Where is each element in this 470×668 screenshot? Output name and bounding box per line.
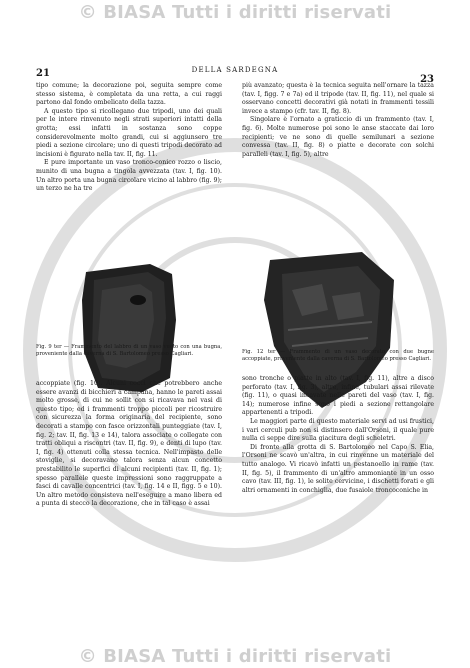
book-page xyxy=(36,62,434,622)
column-right-bottom xyxy=(242,375,434,495)
paragraph: Le maggiori parte di questo materiale servi ad usi frustici, i vari cerculi pub non si distinsero dall'Orsoni, il quale pure nulla ci seppe dire sulla giacitura degli scheletri. xyxy=(242,417,434,443)
page-number-right: 23 xyxy=(420,74,434,85)
paragraph: A questo tipo si ricollegano due tripodi, uno dei quali per le intere rinvenuto negli strati superiori intatti della grotta; essi infatti in sostanza sono coppe considerevolmente molto grandi, cui si aggiunsero tre piedi a sezione circolare; uno di questi tripodi decorato ad incisioni è figurato nella tav. II, fig. 11. xyxy=(36,107,222,158)
column-left-top xyxy=(36,82,222,194)
figure-caption-left: Fig. 9 ter — Frammento del labbro di un vaso vuoto con una bugna, proveniente dalla caverna di S. Bartolomeo presso Cagliari. xyxy=(36,344,222,357)
watermark-top-banner: © BIASA Tutti i diritti riservati xyxy=(78,1,392,23)
paragraph: Singolare è l'ornato a graticcio di un frammento (tav. I, fig. 6). Molte numerose poi sono le anse staccate dai loro recipienti; ve ne sono di quelle semilunari a sezione convessa (tav. II, fig. 8) o piatte e decorate con solchi paralleli (tav. I, fig. 5), altre xyxy=(242,116,434,158)
paragraph: più avanzato; questa è la tecnica seguita nell'ornare la tazza (tav. I, figg. 7 e 7a) ed il tripode (tav. II, fig. 11), nel quale si osservano concetti decorativi già notati in frammenti tessili invece a stampo (cfr. tav. II, fig. 8). xyxy=(242,82,434,115)
page-number-left: 21 xyxy=(36,68,50,79)
paragraph: Di fronte alla grotta di S. Bartolomeo nel Capo S. Elia, l'Orsoni ne scavò un'altra, in cui rinvenne un materiale del tutto analogo. Vi ricavò infatti un pestanoello in rame (tav. II, fig. 5), il frammento di un'altro ammoniante in un osso cavo (tav. III, fig. 1), le solite cervicine, i dischetti forati e gli altri ornamenti in conchiglia, due fusaiole troncoconiche in xyxy=(242,443,434,494)
figure-caption-right: Fig. 12 ter — Frammento di un vaso decorato con due bugne accoppiate, proveniente dalla caverna di S. Bartolomeo presso Cagliari. xyxy=(242,349,434,362)
running-head: DELLA SARDEGNA xyxy=(191,66,279,74)
column-right-top xyxy=(242,82,434,159)
paragraph: accoppiate (fig. 10). Alcuni cocci che potrebbero anche essere avanzi di bicchieri a campana, hanno le pareti assai molto grosse, di cui ne sollit con si ricavava nel vasi di questo tipo; ed i frammenti troppo piccoli per ricostruire con sicurezza la forma originaria del recipiente, sono decorati a stampo con fasce orizzontali punteggiate (tav. I, fig. 2; tav. II, fig. 13 e 14), talora associate o collegate con tratti obliqui a riscontri (tav. II, fig. 9), e denti di lupo (tav. I, fig. 4) ottenuti colla stessa tecnica. Nell'impasto delle stoviglie, si decoravano talora senza alcun concetto prestabilito le superfici di alcuni recipienti (tav. II, fig. 1); spesso parallele queste impressioni sono raggruppate a fasci di cavalle concentrici (tav. I, fig. 14 e II, figg. 5 e 10). Un altro metodo consisteva nell'eseguire a mano libera ed a punta di stecco la decorazione, che in tal caso è assai xyxy=(36,380,222,508)
paragraph: E pure importante un vaso tronco-conico rozzo o liscio, munito di una bugna a tingola avvezzata (tav. I, fig. 10). Un altro porta una bugna circolare vicino al labbro (fig. 9); un terzo ne ha tre xyxy=(36,159,222,193)
paragraph: tipo comune; la decorazione poi, seguita sempre come stesso sistema, è completata da una retta, a cui raggi partono dal fondo ombelicato della tazza. xyxy=(36,82,222,107)
column-left-bottom xyxy=(36,380,222,509)
paragraph: sono tronche o piatte in alto (tav. I, fig. 11), altre a disco perforato (tav. I, fig. 3), altre, infine, tubulari assai rilevate (fig. 11), o quasi incavate nelle pareti del vaso (tav. I, fig. 14); numerose infine sono i piedi a sezione rettangolare appartenenti a tripodi. xyxy=(242,375,434,417)
watermark-bottom-banner: © BIASA Tutti i diritti riservati xyxy=(78,645,392,667)
pottery-fragment-photo-left xyxy=(80,260,178,396)
